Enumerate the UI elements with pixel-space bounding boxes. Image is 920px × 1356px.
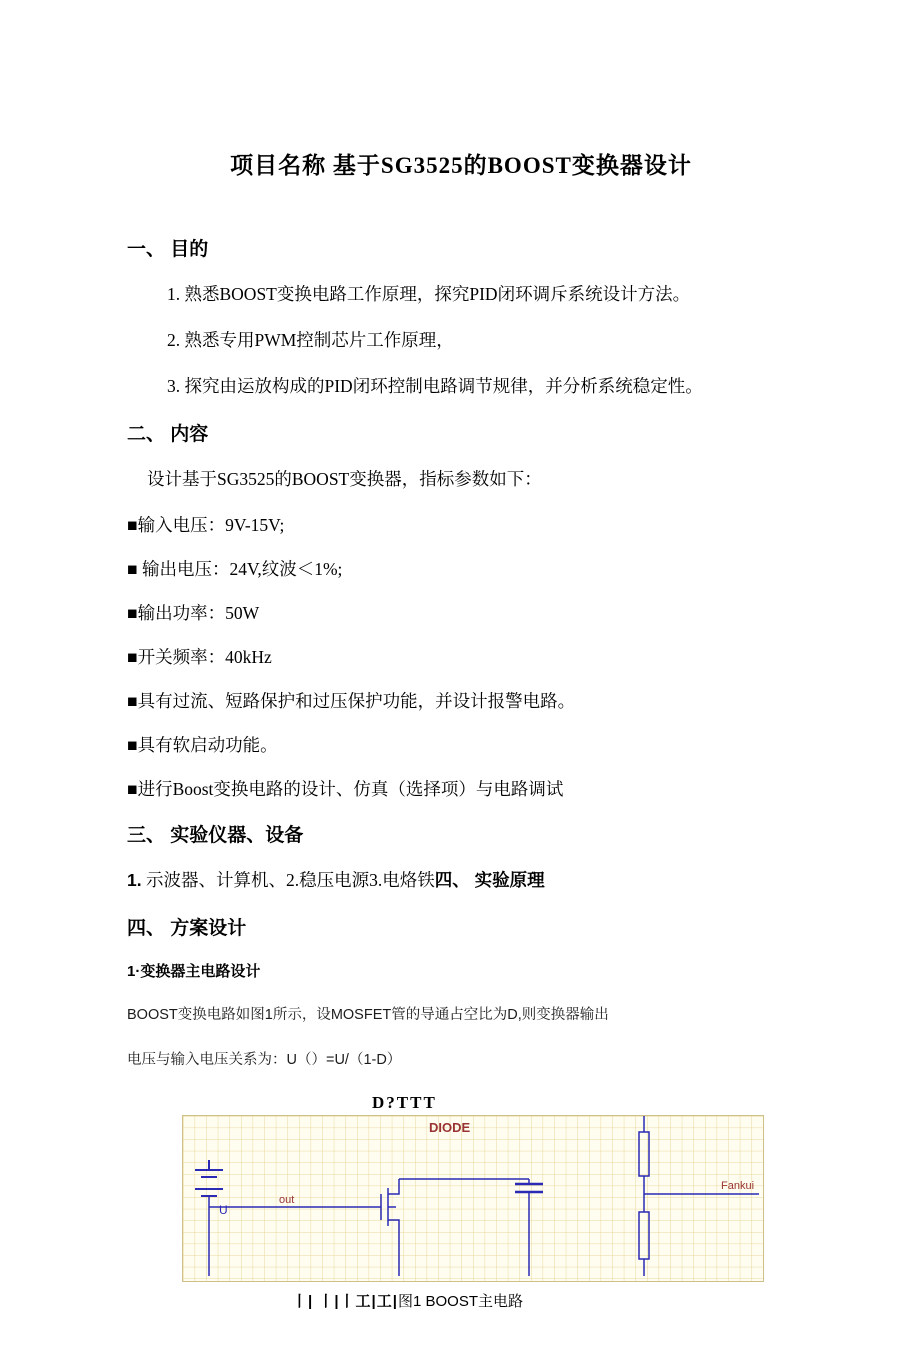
figure-caption [292,1290,795,1311]
figure-caption-marks: 丨| 丨|丨工|工| [292,1293,398,1310]
equipment-line-text: 示波器、计算机、2.稳压电源3.电烙铁 [141,870,435,890]
spec-bullet: ■具有过流、短路保护和过压保护功能，并设计报警电路。 [127,691,576,711]
goal-item: 1. 熟悉BOOST变换电路工作原理，探究PID闭环调斥系统设计方法。 [167,284,691,304]
out-net-label: out [279,1194,295,1206]
grid-overlay [183,1116,763,1281]
section-heading-content: 二、 内容 [127,424,209,445]
spec-bullet: ■开关频率：40kHz [127,647,272,667]
goal-item: 2. 熟悉专用PWM控制芯片工作原理， [167,330,454,350]
spec-bullet: ■具有软启动功能。 [127,735,278,755]
diode-label: DIODE [429,1120,471,1135]
body-paragraph: BOOST变换电路如图1所示，设MOSFET管的导通占空比为D,则变换器输出 [127,1007,609,1023]
equipment-line-number: 1. [127,870,142,890]
spec-bullet: ■输出功率：50W [127,603,260,623]
subsection-heading-main-circuit: 1·变换器主电路设计 [127,963,261,980]
section-heading-equipment: 三、 实验仪器、设备 [127,825,304,846]
feedback-net-label: Fankui [721,1180,755,1192]
equipment-line-bold: 四、 实验原理 [434,870,545,890]
figure-caption-text: 图1 BOOST主电路 [397,1293,523,1310]
body-paragraph: 电压与输入电压关系为：U（）=U/（1-D） [127,1052,402,1068]
equipment-line [127,867,795,892]
spec-intro: 设计基于SG3525的BOOST变换器，指标参数如下： [147,469,542,489]
spec-bullet: ■进行Boost变换电路的设计、仿真（选择项）与电路调试 [127,779,564,799]
section-heading-design: 四、 方案设计 [127,918,247,939]
spec-bullet: ■ 输出电压：24V,纹波＜1%; [127,559,343,579]
section-heading-goal: 一、 目的 [127,239,209,260]
source-label: U [219,1203,228,1217]
page-title: 项目名称 基于SG3525的BOOST变换器设计 [230,153,692,178]
figure-pre-label: D?TTT [372,1093,437,1112]
goal-item: 3. 探究由运放构成的PID闭环控制电路调节规律，并分析系统稳定性。 [167,376,703,396]
spec-bullet: ■输入电压：9V-15V; [127,515,285,535]
circuit-diagram [182,1115,764,1282]
